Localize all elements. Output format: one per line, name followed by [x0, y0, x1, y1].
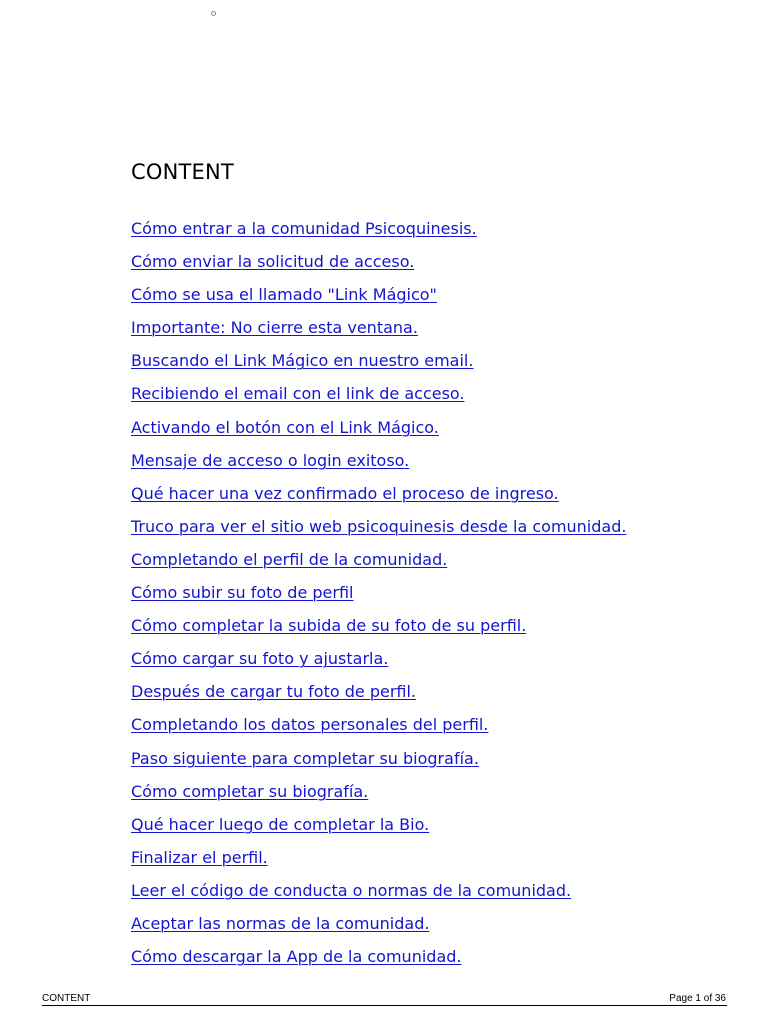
toc-link[interactable]: Cómo se usa el llamado "Link Mágico" [131, 285, 437, 305]
toc-item [131, 714, 651, 737]
toc-link[interactable]: Cómo entrar a la comunidad Psicoquinesis. [131, 219, 477, 238]
footer-section-label: CONTENT [42, 993, 91, 1004]
toc-item [131, 450, 651, 473]
toc-link[interactable]: Recibiendo el email con el link de acceso. [131, 384, 465, 404]
toc-link[interactable]: Cómo subir su foto de perfil [131, 583, 354, 603]
toc-item [131, 284, 651, 307]
toc-item [131, 483, 651, 506]
toc-item [131, 582, 651, 605]
toc-item [131, 549, 651, 572]
toc-item [131, 615, 651, 638]
toc-link[interactable]: Leer el código de conducta o normas de la comunidad. [131, 880, 572, 900]
toc-item [131, 880, 651, 903]
footer-page-number: Page 1 of 36 [669, 993, 726, 1004]
toc-item [131, 218, 651, 241]
toc-link[interactable]: Cómo cargar su foto y ajustarla. [131, 649, 389, 669]
corner-dot-mark [211, 11, 216, 16]
toc-item [131, 383, 651, 406]
footer-divider [42, 1005, 727, 1006]
toc-item [131, 781, 651, 804]
toc-link[interactable]: Completando el perfil de la comunidad. [131, 549, 448, 569]
toc-item [131, 748, 651, 771]
toc-link[interactable]: Cómo descargar la App de la comunidad. [131, 947, 462, 967]
toc-item [131, 946, 651, 969]
toc-link[interactable]: Activando el botón con el Link Mágico. [131, 417, 439, 437]
toc-item [131, 317, 651, 340]
toc-item [131, 681, 651, 704]
toc-link[interactable]: Finalizar el perfil. [131, 847, 268, 867]
toc-link[interactable]: Qué hacer luego de completar la Bio. [131, 814, 430, 834]
toc-item [131, 847, 651, 870]
toc-link[interactable]: Completando los datos personales del perfil. [131, 715, 489, 735]
toc-item [131, 251, 651, 274]
toc-item [131, 350, 651, 373]
toc-link[interactable]: Cómo completar su biografía. [131, 781, 369, 801]
toc-link[interactable]: Después de cargar tu foto de perfil. [131, 682, 417, 702]
toc-item [131, 913, 651, 936]
toc-link[interactable]: Importante: No cierre esta ventana. [131, 318, 418, 338]
toc-item [131, 814, 651, 837]
toc-item [131, 417, 651, 440]
page-title: CONTENT [131, 160, 234, 184]
toc-link[interactable]: Aceptar las normas de la comunidad. [131, 913, 430, 933]
toc-link[interactable]: Cómo completar la subida de su foto de su perfil. [131, 616, 527, 636]
toc-item [131, 516, 651, 539]
toc-link[interactable]: Truco para ver el sitio web psicoquinesis desde la comunidad. [131, 516, 627, 536]
table-of-contents [131, 218, 651, 979]
toc-link[interactable]: Cómo enviar la solicitud de acceso. [131, 252, 415, 272]
toc-link[interactable]: Mensaje de acceso o login exitoso. [131, 450, 410, 470]
toc-link[interactable]: Paso siguiente para completar su biografía. [131, 748, 479, 768]
toc-link[interactable]: Qué hacer una vez confirmado el proceso de ingreso. [131, 483, 559, 503]
toc-item [131, 648, 651, 671]
toc-link[interactable]: Buscando el Link Mágico en nuestro email. [131, 351, 474, 371]
